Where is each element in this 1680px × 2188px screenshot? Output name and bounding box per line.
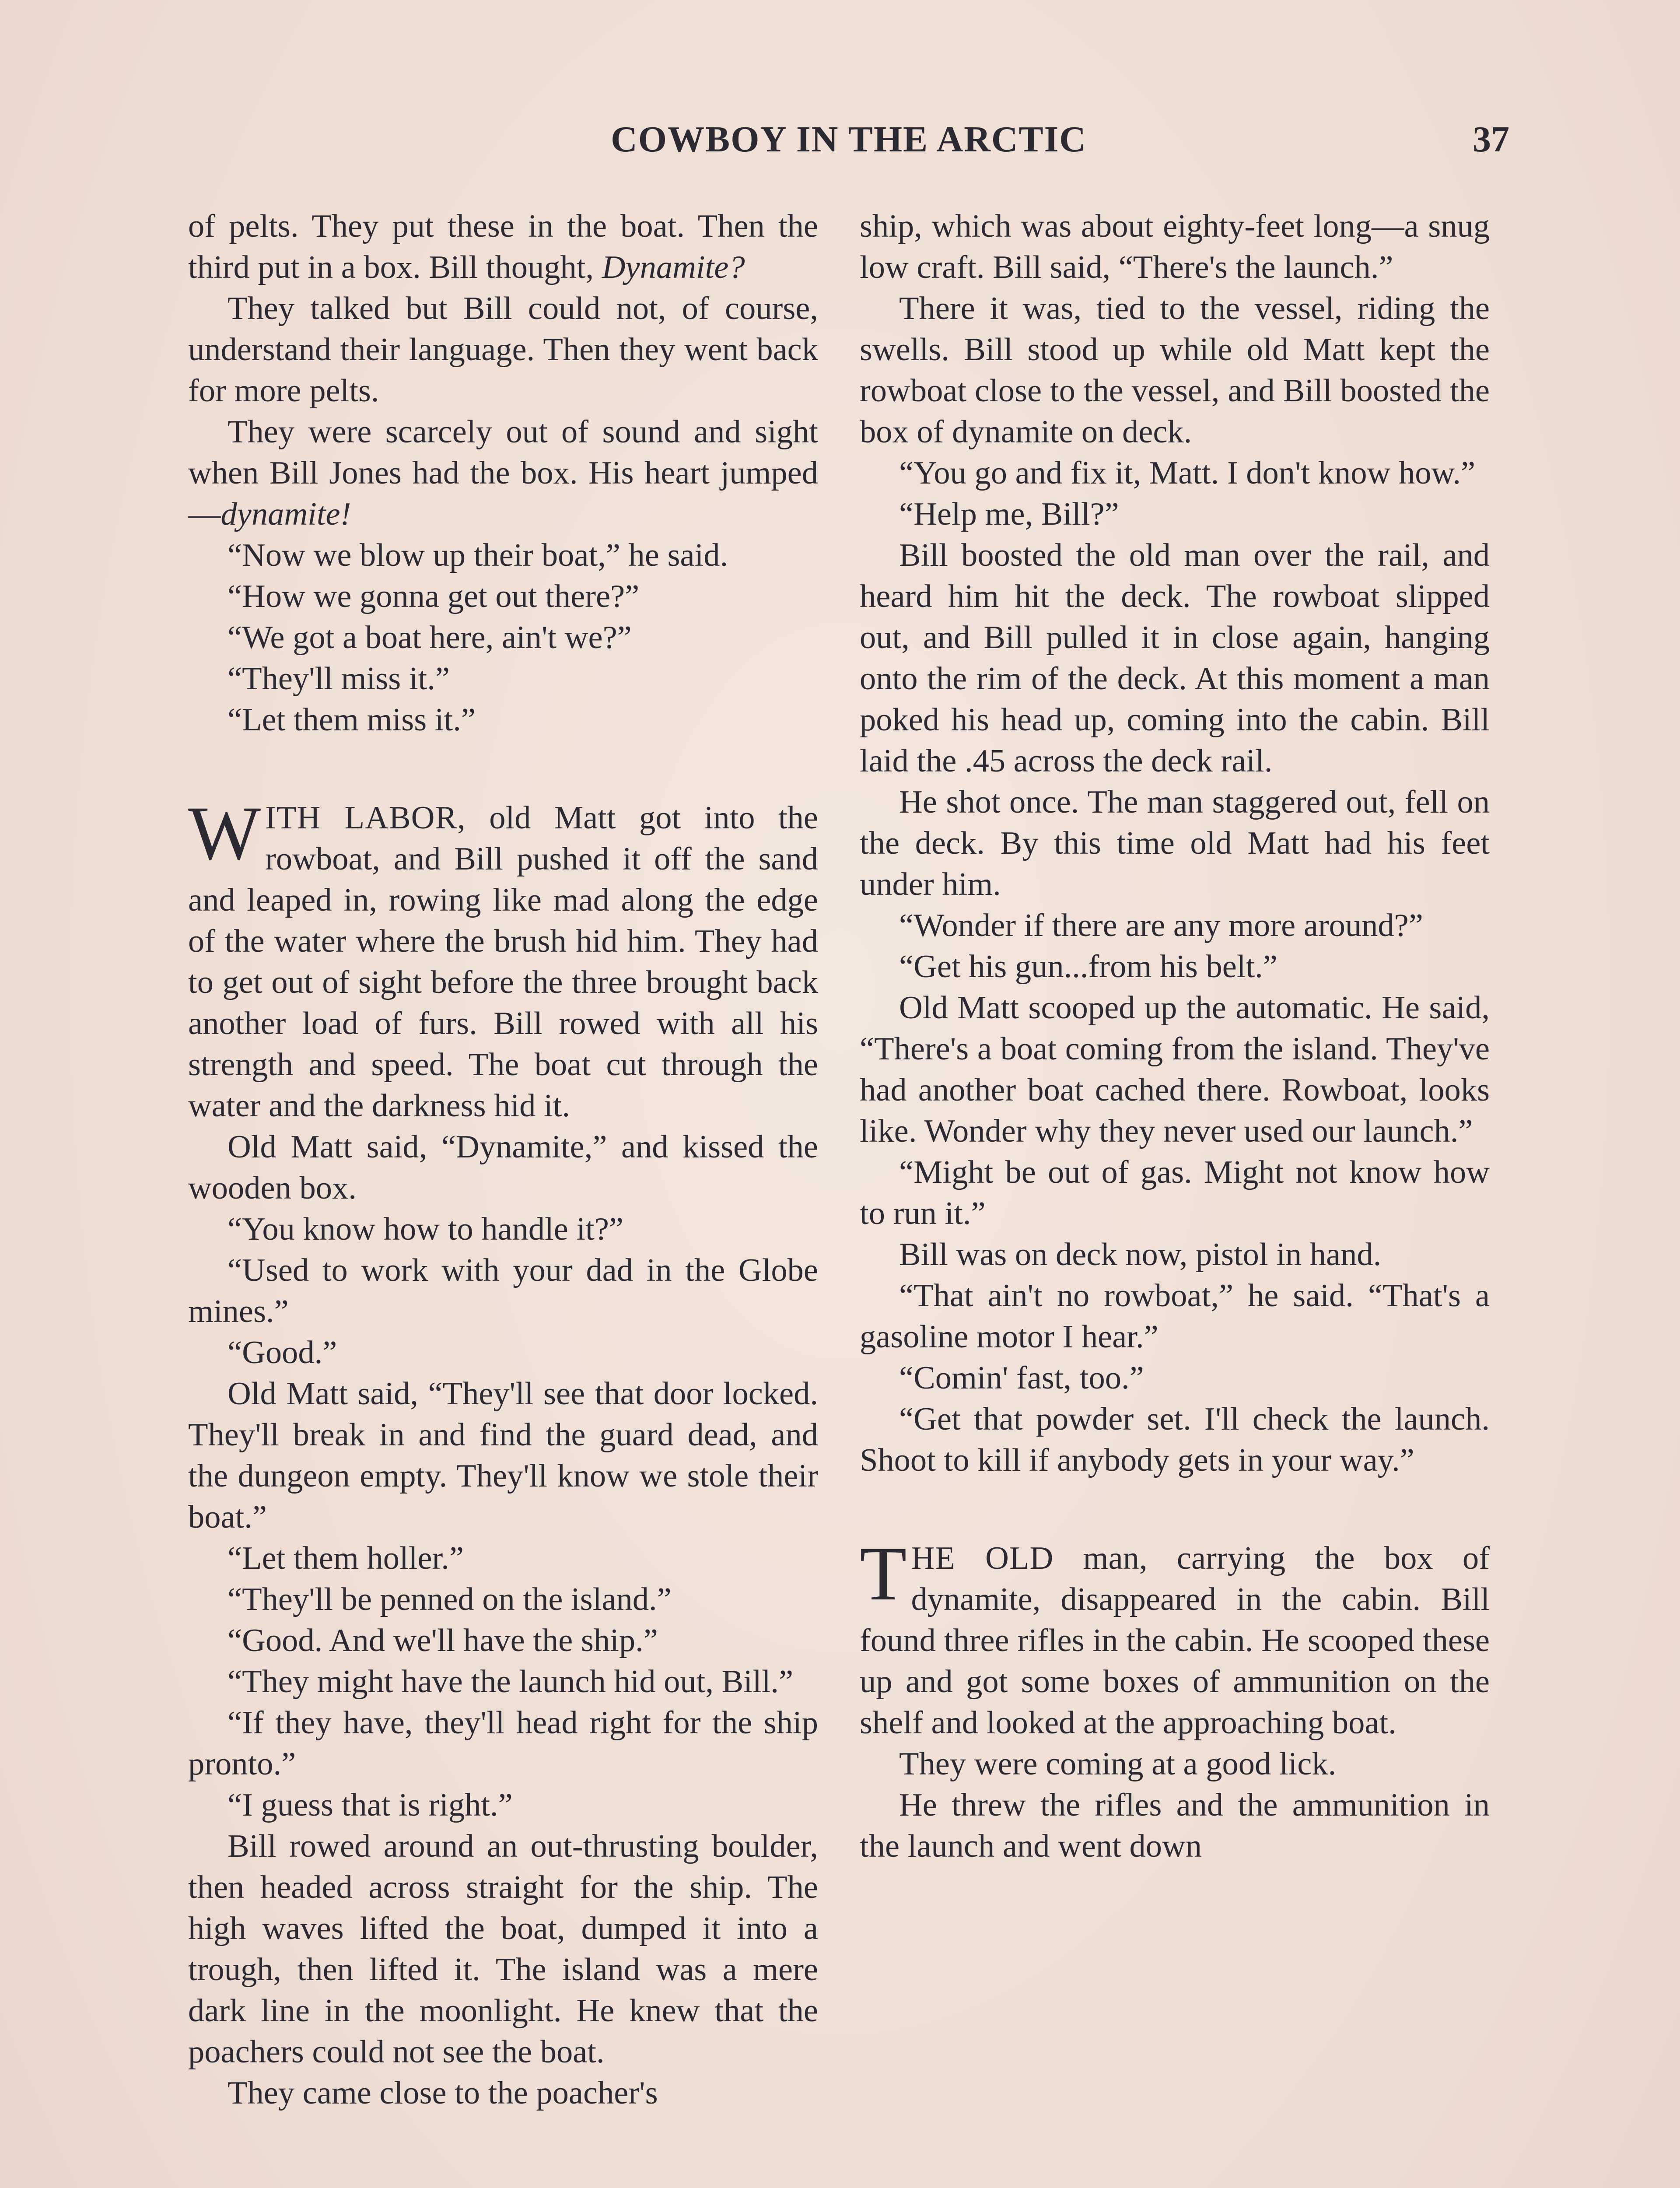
- paragraph-text: man, carrying the box of dynamite, disappeared in the cabin. Bill found three rifles in the cabin. He scooped these up and got some boxes of ammunition on the shelf and looked at the approaching boat.: [860, 1540, 1490, 1741]
- italic-word: Dynamite?: [602, 249, 745, 285]
- section-paragraph: [188, 791, 818, 1126]
- paragraph: “Good. And we'll have the ship.”: [228, 1623, 658, 1659]
- paragraph: “We got a boat here, ain't we?”: [228, 620, 632, 656]
- paragraph: “You know how to handle it?”: [228, 1211, 623, 1247]
- paragraph-text: old Matt got into the rowboat, and Bill pushed it off the sand and leaped in, rowing like mad along the edge of the water where the brush hid him. They had to get out of sight before the three brought back another load of furs. Bill rowed with all his strength and speed. The boat cut through the water and the darkness hid it.: [188, 800, 818, 1124]
- paragraph: “Might be out of gas. Might not know how to run it.”: [860, 1154, 1490, 1231]
- paragraph: “They'll miss it.”: [228, 661, 450, 697]
- paragraph: “If they have, they'll head right for the ship pronto.”: [188, 1705, 818, 1782]
- drop-cap: W: [188, 791, 261, 876]
- paragraph: “They'll be penned on the island.”: [228, 1581, 672, 1617]
- paragraph: Old Matt said, “Dynamite,” and kissed the wooden box.: [188, 1129, 818, 1206]
- paragraph: Bill boosted the old man over the rail, and heard him hit the deck. The rowboat slipped out, and Bill pulled it in close again, hanging onto the rim of the deck. At this moment a man poked his head up, coming into the cabin. Bill laid the .45 across the deck rail.: [860, 537, 1490, 779]
- paragraph: He shot once. The man staggered out, fell on the deck. By this time old Matt had his feet under him.: [860, 784, 1490, 902]
- paragraph: They were coming at a good lick.: [899, 1746, 1337, 1782]
- paragraph: There it was, tied to the vessel, riding the swells. Bill stood up while old Matt kept the rowboat close to the vessel, and Bill boosted the box of dynamite on deck.: [860, 291, 1490, 450]
- paragraph: “Get his gun...from his belt.”: [899, 949, 1278, 985]
- paragraph: “Good.”: [228, 1335, 337, 1371]
- paragraph-text: of pelts. They put these in the boat. Then the third put in a box. Bill thought,: [188, 208, 818, 285]
- paragraph: “You go and fix it, Matt. I don't know how.”: [899, 455, 1476, 491]
- paragraph: “They might have the launch hid out, Bill.”: [228, 1664, 794, 1700]
- paragraph-text: They were scarcely out of sound and sight when Bill Jones had the box. His heart jumped—: [188, 414, 818, 532]
- paragraph: ship, which was about eighty-feet long—a snug low craft. Bill said, “There's the launch.”: [860, 208, 1490, 285]
- paragraph: “I guess that is right.”: [228, 1787, 513, 1823]
- paragraph: “Let them miss it.”: [228, 702, 476, 738]
- section-paragraph: [860, 1531, 1490, 1743]
- paragraph: [188, 206, 818, 288]
- paragraph: “Comin' fast, too.”: [899, 1360, 1144, 1396]
- paragraph: Old Matt said, “They'll see that door locked. They'll break in and find the guard dead, and the dungeon empty. They'll know we stole their boat.”: [188, 1376, 818, 1535]
- paragraph: “Get that powder set. I'll check the launch. Shoot to kill if anybody gets in your way.”: [860, 1401, 1490, 1478]
- paragraph: “That ain't no rowboat,” he said. “That's a gasoline motor I hear.”: [860, 1278, 1490, 1355]
- right-column: [860, 206, 1490, 2188]
- section-lead: HE OLD: [911, 1540, 1054, 1576]
- paragraph: “Wonder if there are any more around?”: [899, 908, 1423, 943]
- paragraph: Bill rowed around an out-thrusting boulder, then headed across straight for the ship. The high waves lifted the boat, dumped it into a trough, then lifted it. The island was a mere dark line in the moonlight. He knew that the poachers could not see the boat.: [188, 1828, 818, 2070]
- paragraph: “Let them holler.”: [228, 1540, 464, 1576]
- paragraph: “Now we blow up their boat,” he said.: [228, 537, 728, 573]
- paragraph: “Used to work with your dad in the Globe mines.”: [188, 1252, 818, 1329]
- paragraph: Old Matt scooped up the automatic. He said, “There's a boat coming from the island. They've had another boat cached there. Rowboat, looks like. Wonder why they never used our launch.”: [860, 990, 1490, 1149]
- section-lead: ITH LABOR,: [265, 800, 466, 836]
- running-title: COWBOY IN THE ARCTIC: [611, 119, 1087, 160]
- paragraph: “How we gonna get out there?”: [228, 579, 640, 614]
- page-number: 37: [1473, 119, 1509, 160]
- paragraph: He threw the rifles and the ammunition in the launch and went down: [860, 1787, 1490, 1864]
- paragraph: Bill was on deck now, pistol in hand.: [899, 1237, 1382, 1273]
- paragraph: “Help me, Bill?”: [899, 496, 1119, 532]
- paragraph: [188, 411, 818, 535]
- paragraph: They talked but Bill could not, of course, understand their language. Then they went back for more pelts.: [188, 291, 818, 409]
- drop-cap: T: [860, 1531, 907, 1616]
- left-column: [188, 206, 818, 2188]
- paragraph: They came close to the poacher's: [228, 2075, 658, 2111]
- italic-word: dynamite!: [220, 496, 351, 532]
